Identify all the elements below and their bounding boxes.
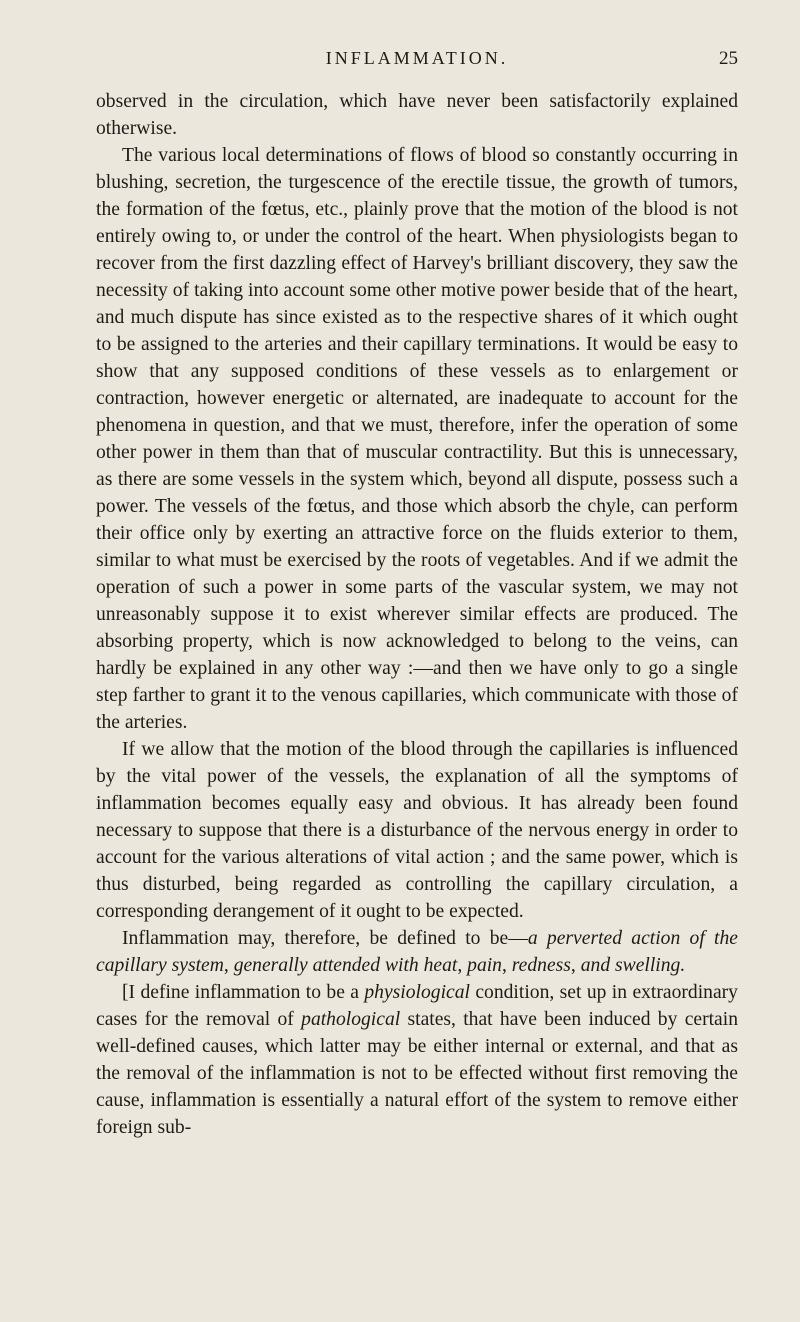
definition-separator: , bbox=[570, 955, 581, 976]
definition-term: a perverted action of the capillary system bbox=[96, 928, 738, 976]
definition-lead: Inflammation may, therefore, be defined to be— bbox=[122, 928, 528, 949]
running-title: INFLAMMATION. bbox=[325, 48, 509, 68]
note-text: [I define inflammation to be a bbox=[122, 982, 365, 1003]
paragraph-definition bbox=[96, 925, 738, 979]
definition-separator: , bbox=[457, 955, 468, 976]
note-text: states, that have been induced by certain well-defined causes, which latter may be either internal or external, and that as the removal of the inflammation is not to be effected without first removing the cause, inflammation is essentially a natural effort of the system to remove either foreign sub- bbox=[96, 1009, 738, 1138]
page-number: 25 bbox=[719, 48, 738, 69]
paragraph-editor-note bbox=[96, 979, 738, 1141]
paragraph-vital-power: If we allow that the motion of the blood through the capillaries is influenced by the vital power of the vessels, the explanation of all the symptoms of inflammation becomes equally easy and obvious. It has already been found necessary to suppose that there is a disturbance of the nervous energy in order to account for the various alterations of vital action ; and the same power, which is thus disturbed, being regarded as controlling the capillary circulation, a corresponding derangement of it ought to be expected. bbox=[96, 739, 738, 922]
page-header bbox=[96, 48, 738, 74]
definition-separator: , bbox=[223, 955, 234, 976]
note-emphasis: pathological bbox=[301, 1009, 401, 1030]
definition-term: and swelling. bbox=[580, 955, 686, 976]
note-emphasis: physiological bbox=[364, 982, 470, 1003]
paragraph-local-determinations: The various local determinations of flows of blood so constantly occurring in blushing, secretion, the turgescence of the erectile tissue, the growth of tumors, the formation of the fœtus, etc., plainly prove that the motion of the blood is not entirely owing to, or under the control of the heart. When physiologists began to recover from the first dazzling effect of Harvey's brilliant discovery, they saw the necessity of taking into account some other motive power beside that of the heart, and much dispute has since existed as to the respective shares of it which ought to be assigned to the arteries and their capillary terminations. It would be easy to show that any supposed conditions of these vessels as to enlargement or contraction, however energetic or alternated, are inadequate to account for the phenomena in question, and that we must, therefore, infer the operation of some other power in them than that of muscular contractility. But this is unnecessary, as there are some vessels in the system which, beyond all dispute, possess such a power. The vessels of the fœtus, and those which absorb the chyle, can perform their office only by exerting an attractive force on the fluids exterior to them, similar to what must be exercised by the roots of vegetables. And if we admit the operation of such a power in some parts of the vascular system, we may not unreasonably suppose it to exist wherever similar effects are produced. The absorbing property, which is now acknowledged to belong to the veins, can hardly be explained in any other way :—and then we have only to go a single step farther to grant it to the venous capillaries, which communicate with those of the arteries. bbox=[96, 145, 738, 733]
note-text: condition, set up in extraordinary cases for the removal of bbox=[96, 982, 738, 1030]
definition-term: generally attended with heat bbox=[233, 955, 458, 976]
body-text bbox=[96, 88, 738, 1141]
paragraph-continuation: observed in the circulation, which have never been satisfactorily explained otherwise. bbox=[96, 91, 738, 139]
definition-term: redness bbox=[511, 955, 571, 976]
definition-separator: , bbox=[501, 955, 512, 976]
definition-term: pain bbox=[467, 955, 502, 976]
